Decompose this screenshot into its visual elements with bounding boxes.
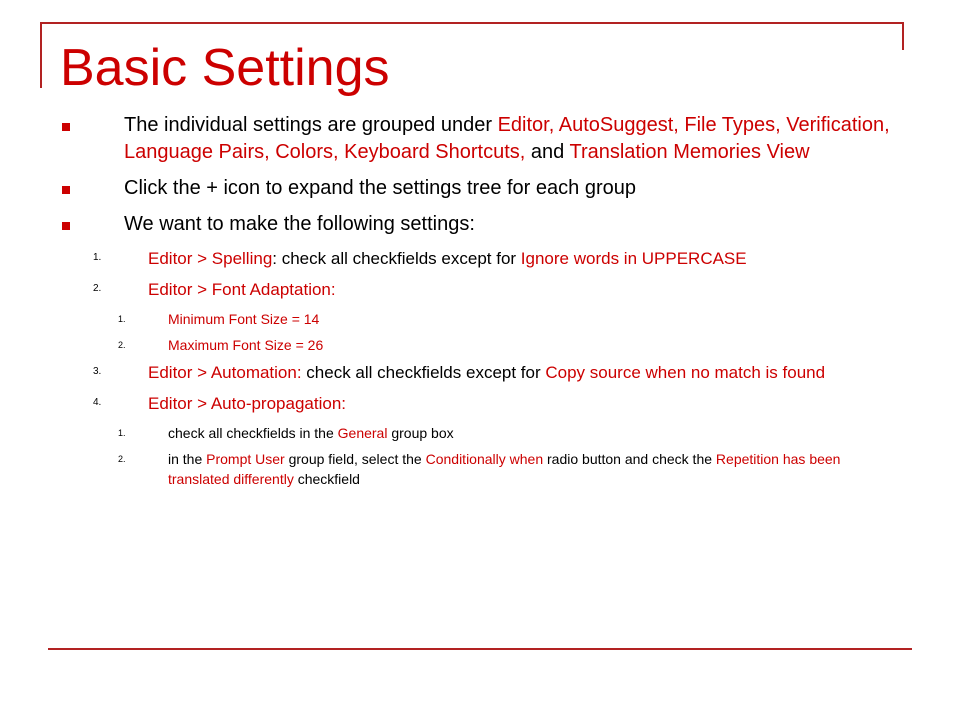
setting-name: Conditionally when: [425, 451, 544, 467]
square-bullet-icon: [62, 123, 70, 131]
bullet-text: Click the + icon to expand the settings tree for each group: [124, 177, 636, 199]
step-auto-propagation: [60, 392, 900, 415]
substep-max-font-size: [60, 335, 900, 355]
setting-name: Prompt User: [206, 451, 285, 467]
substep-text: radio button and check the: [543, 451, 716, 467]
substep-number: 2.: [118, 340, 126, 350]
substep-general-group: [60, 423, 900, 443]
setting-path: Editor > Spelling: [148, 249, 273, 268]
right-rule: [902, 22, 904, 50]
slide-content: [60, 112, 900, 495]
setting-path: Editor > Font Adaptation:: [148, 280, 336, 299]
group-name-tm-view: Translation Memories View: [569, 141, 810, 163]
top-rule: [40, 22, 904, 24]
step-text: check all checkfields except for: [301, 363, 546, 382]
square-bullet-icon: [62, 186, 70, 194]
substep-number: 2.: [118, 454, 126, 464]
bullet-text: The individual settings are grouped under: [124, 114, 498, 136]
left-rule: [40, 22, 42, 88]
setting-name: General: [337, 425, 388, 441]
step-font-adaptation: [60, 278, 900, 301]
step-spelling: [60, 247, 900, 270]
setting-value: Minimum Font Size = 14: [168, 311, 320, 327]
substep-text: checkfield: [293, 471, 360, 487]
substep-text: check all checkfields in the: [168, 425, 338, 441]
step-text: : check all checkfields except for: [272, 249, 521, 268]
setting-path: Editor > Automation:: [148, 363, 302, 382]
bottom-rule: [48, 648, 912, 650]
substep-prompt-user: [60, 449, 900, 489]
step-number: 1.: [93, 252, 102, 263]
group-names: Editor, AutoSuggest, File Types, Verification, Language Pairs, Colors, Keyboard Shortcuts,: [124, 114, 890, 163]
step-number: 2.: [93, 283, 102, 294]
substep-number: 1.: [118, 314, 126, 324]
step-number: 4.: [93, 397, 102, 408]
step-number: 3.: [93, 366, 102, 377]
substep-text: group field, select the: [284, 451, 426, 467]
bullet-text: and: [525, 141, 570, 163]
bullet-expand-tree: [60, 175, 900, 202]
square-bullet-icon: [62, 222, 70, 230]
setting-value: Maximum Font Size = 26: [168, 337, 324, 353]
step-automation: [60, 361, 900, 384]
slide-title: Basic Settings: [60, 39, 390, 97]
bullet-following-settings: [60, 211, 900, 238]
substep-text: group box: [387, 425, 454, 441]
setting-name: Copy source when no match is found: [545, 363, 826, 382]
substep-text: in the: [168, 451, 207, 467]
setting-name: Repetition has been translated differently: [168, 451, 841, 487]
bullet-settings-groups: [60, 112, 900, 166]
bullet-text: We want to make the following settings:: [124, 213, 475, 235]
substep-number: 1.: [118, 428, 126, 438]
substep-min-font-size: [60, 309, 900, 329]
setting-name: Ignore words in UPPERCASE: [520, 249, 747, 268]
setting-path: Editor > Auto-propagation:: [148, 394, 346, 413]
